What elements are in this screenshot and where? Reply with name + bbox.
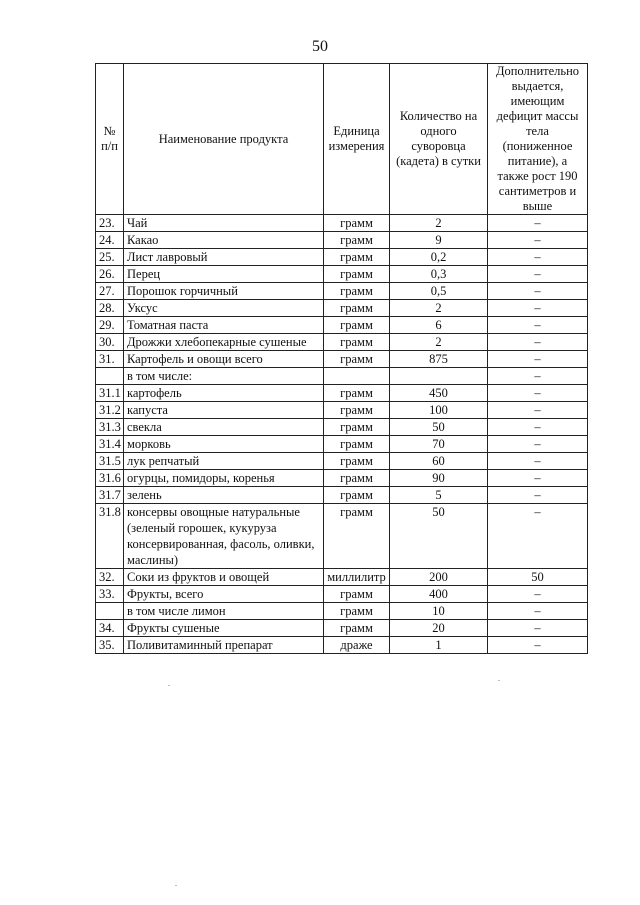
cell-quantity: 400 bbox=[390, 586, 488, 603]
cell-unit: грамм bbox=[324, 317, 390, 334]
cell-num: 34. bbox=[96, 620, 124, 637]
cell-additional: – bbox=[488, 470, 588, 487]
cell-additional: – bbox=[488, 249, 588, 266]
cell-num: 26. bbox=[96, 266, 124, 283]
table-row bbox=[96, 637, 588, 654]
cell-num: 31. bbox=[96, 351, 124, 368]
cell-product-name: Порошок горчичный bbox=[124, 283, 324, 300]
header-num: № п/п bbox=[96, 64, 124, 215]
table-row bbox=[96, 453, 588, 470]
cell-quantity: 450 bbox=[390, 385, 488, 402]
cell-additional: – bbox=[488, 453, 588, 470]
header-name: Наименование продукта bbox=[124, 64, 324, 215]
cell-unit: грамм bbox=[324, 620, 390, 637]
table-row bbox=[96, 385, 588, 402]
table-header-row bbox=[96, 64, 588, 215]
cell-num: 24. bbox=[96, 232, 124, 249]
table-row bbox=[96, 300, 588, 317]
cell-num: 33. bbox=[96, 586, 124, 603]
cell-additional: – bbox=[488, 402, 588, 419]
cell-num: 25. bbox=[96, 249, 124, 266]
cell-product-name: огурцы, помидоры, коренья bbox=[124, 470, 324, 487]
cell-unit: грамм bbox=[324, 351, 390, 368]
cell-unit: грамм bbox=[324, 586, 390, 603]
cell-product-name: в том числе лимон bbox=[124, 603, 324, 620]
cell-quantity: 0,3 bbox=[390, 266, 488, 283]
table-row bbox=[96, 266, 588, 283]
cell-additional: – bbox=[488, 334, 588, 351]
table-row bbox=[96, 249, 588, 266]
cell-unit: драже bbox=[324, 637, 390, 654]
cell-quantity bbox=[390, 368, 488, 385]
cell-product-name: консервы овощные натуральные (зеленый горошек, кукуруза консервированная, фасоль, оливки, маслины) bbox=[124, 504, 324, 569]
header-qty: Количество на одного суворовца (кадета) в сутки bbox=[390, 64, 488, 215]
cell-unit: грамм bbox=[324, 300, 390, 317]
cell-product-name: Перец bbox=[124, 266, 324, 283]
cell-num: 31.5 bbox=[96, 453, 124, 470]
cell-num: 27. bbox=[96, 283, 124, 300]
cell-unit: миллилитр bbox=[324, 569, 390, 586]
table-row bbox=[96, 620, 588, 637]
cell-additional: – bbox=[488, 266, 588, 283]
cell-quantity: 200 bbox=[390, 569, 488, 586]
cell-quantity: 875 bbox=[390, 351, 488, 368]
cell-product-name: картофель bbox=[124, 385, 324, 402]
cell-num: 31.8 bbox=[96, 504, 124, 569]
cell-additional: – bbox=[488, 368, 588, 385]
cell-additional: – bbox=[488, 436, 588, 453]
cell-unit bbox=[324, 368, 390, 385]
cell-num: 31.4 bbox=[96, 436, 124, 453]
cell-unit: грамм bbox=[324, 283, 390, 300]
cell-unit: грамм bbox=[324, 215, 390, 232]
cell-unit: грамм bbox=[324, 470, 390, 487]
cell-product-name: Какао bbox=[124, 232, 324, 249]
cell-unit: грамм bbox=[324, 419, 390, 436]
table-row bbox=[96, 215, 588, 232]
cell-additional: – bbox=[488, 317, 588, 334]
cell-quantity: 90 bbox=[390, 470, 488, 487]
cell-unit: грамм bbox=[324, 504, 390, 569]
cell-quantity: 50 bbox=[390, 419, 488, 436]
table-row bbox=[96, 317, 588, 334]
cell-quantity: 10 bbox=[390, 603, 488, 620]
cell-quantity: 2 bbox=[390, 215, 488, 232]
cell-product-name: в том числе: bbox=[124, 368, 324, 385]
cell-num: 29. bbox=[96, 317, 124, 334]
cell-product-name: Соки из фруктов и овощей bbox=[124, 569, 324, 586]
cell-product-name: Лист лавровый bbox=[124, 249, 324, 266]
cell-product-name: зелень bbox=[124, 487, 324, 504]
table-row bbox=[96, 504, 588, 569]
table-body bbox=[96, 215, 588, 654]
cell-quantity: 9 bbox=[390, 232, 488, 249]
cell-num bbox=[96, 603, 124, 620]
cell-additional: – bbox=[488, 283, 588, 300]
table-row bbox=[96, 487, 588, 504]
cell-quantity: 20 bbox=[390, 620, 488, 637]
ration-table bbox=[95, 63, 588, 654]
cell-num: 31.1 bbox=[96, 385, 124, 402]
cell-unit: грамм bbox=[324, 385, 390, 402]
cell-quantity: 2 bbox=[390, 334, 488, 351]
cell-quantity: 0,5 bbox=[390, 283, 488, 300]
cell-quantity: 2 bbox=[390, 300, 488, 317]
cell-additional: – bbox=[488, 419, 588, 436]
cell-additional: – bbox=[488, 637, 588, 654]
table-row bbox=[96, 419, 588, 436]
cell-additional: – bbox=[488, 504, 588, 569]
cell-product-name: Дрожжи хлебопекарные сушеные bbox=[124, 334, 324, 351]
cell-num: 30. bbox=[96, 334, 124, 351]
cell-product-name: свекла bbox=[124, 419, 324, 436]
cell-product-name: лук репчатый bbox=[124, 453, 324, 470]
cell-num: 32. bbox=[96, 569, 124, 586]
cell-product-name: Чай bbox=[124, 215, 324, 232]
cell-num: 31.3 bbox=[96, 419, 124, 436]
table-row bbox=[96, 436, 588, 453]
cell-quantity: 70 bbox=[390, 436, 488, 453]
cell-product-name: Фрукты, всего bbox=[124, 586, 324, 603]
header-extra: Дополнительно выдается, имеющим дефицит массы тела (пониженное питание), а также рост 190 сантиметров и выше bbox=[488, 64, 588, 215]
cell-additional: – bbox=[488, 351, 588, 368]
cell-product-name: Фрукты сушеные bbox=[124, 620, 324, 637]
cell-additional: – bbox=[488, 215, 588, 232]
cell-additional: 50 bbox=[488, 569, 588, 586]
table-row bbox=[96, 569, 588, 586]
cell-quantity: 1 bbox=[390, 637, 488, 654]
cell-num: 31.7 bbox=[96, 487, 124, 504]
cell-additional: – bbox=[488, 586, 588, 603]
table-row bbox=[96, 283, 588, 300]
cell-unit: грамм bbox=[324, 249, 390, 266]
cell-product-name: морковь bbox=[124, 436, 324, 453]
cell-num: 35. bbox=[96, 637, 124, 654]
cell-quantity: 0,2 bbox=[390, 249, 488, 266]
cell-quantity: 6 bbox=[390, 317, 488, 334]
cell-quantity: 100 bbox=[390, 402, 488, 419]
cell-unit: грамм bbox=[324, 334, 390, 351]
header-unit: Единица измерения bbox=[324, 64, 390, 215]
cell-product-name: Поливитаминный препарат bbox=[124, 637, 324, 654]
cell-additional: – bbox=[488, 300, 588, 317]
table-row bbox=[96, 351, 588, 368]
cell-additional: – bbox=[488, 487, 588, 504]
cell-additional: – bbox=[488, 232, 588, 249]
table-row bbox=[96, 603, 588, 620]
cell-additional: – bbox=[488, 620, 588, 637]
table-row bbox=[96, 402, 588, 419]
cell-unit: грамм bbox=[324, 603, 390, 620]
cell-quantity: 60 bbox=[390, 453, 488, 470]
table-row bbox=[96, 368, 588, 385]
cell-num: 31.2 bbox=[96, 402, 124, 419]
cell-unit: грамм bbox=[324, 436, 390, 453]
cell-num: 31.6 bbox=[96, 470, 124, 487]
table-row bbox=[96, 586, 588, 603]
cell-quantity: 50 bbox=[390, 504, 488, 569]
cell-additional: – bbox=[488, 385, 588, 402]
cell-product-name: капуста bbox=[124, 402, 324, 419]
cell-num: 28. bbox=[96, 300, 124, 317]
table-row bbox=[96, 470, 588, 487]
cell-unit: грамм bbox=[324, 266, 390, 283]
cell-quantity: 5 bbox=[390, 487, 488, 504]
cell-unit: грамм bbox=[324, 402, 390, 419]
cell-unit: грамм bbox=[324, 232, 390, 249]
cell-additional: – bbox=[488, 603, 588, 620]
cell-product-name: Картофель и овощи всего bbox=[124, 351, 324, 368]
table-row bbox=[96, 232, 588, 249]
cell-unit: грамм bbox=[324, 487, 390, 504]
cell-product-name: Уксус bbox=[124, 300, 324, 317]
cell-unit: грамм bbox=[324, 453, 390, 470]
cell-num: 23. bbox=[96, 215, 124, 232]
table-row bbox=[96, 334, 588, 351]
cell-product-name: Томатная паста bbox=[124, 317, 324, 334]
page-number: 50 bbox=[312, 38, 328, 55]
cell-num bbox=[96, 368, 124, 385]
